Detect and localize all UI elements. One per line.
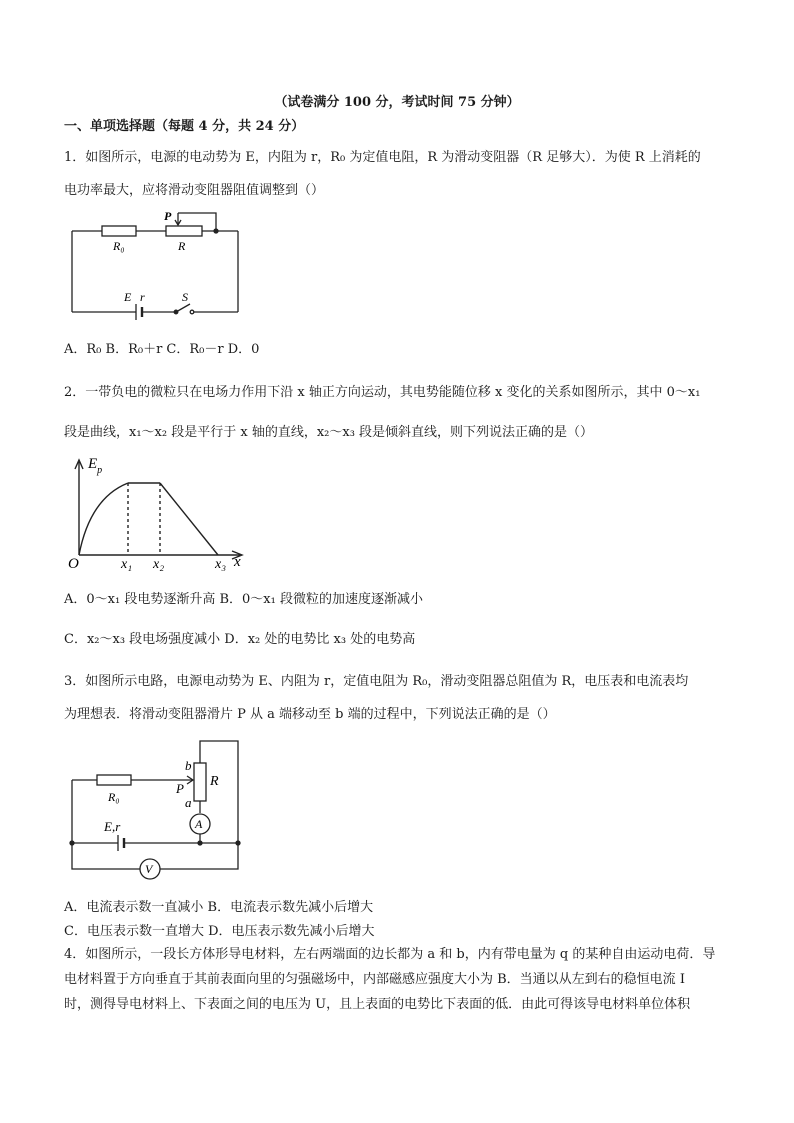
- question-3-circuit-figure: [64, 735, 249, 885]
- r0-resistor: [102, 226, 136, 236]
- label-r-internal: r: [140, 290, 145, 304]
- label-r0: R₀: [108, 790, 120, 804]
- question-4-line-3: 时，测得导电材料上、下表面之间的电压为 U，且上表面的电势比下表面的低．由此可得该导电材料单位体积: [64, 997, 691, 1012]
- question-2-line-2: 段是曲线，x₁～x₂ 段是平行于 x 轴的直线，x₂～x₃ 段是倾斜直线，则下列说法正确的是（）: [64, 425, 594, 440]
- question-4-line-2: 电材料置于方向垂直于其前表面向里的匀强磁场中，内部磁感应强度大小为 B．当通以从左到右的稳恒电流 I: [64, 972, 685, 987]
- ep-curve-segment: [79, 483, 128, 555]
- label-origin: O: [68, 556, 79, 572]
- label-x2: x₂: [153, 557, 165, 572]
- label-b: b: [185, 758, 192, 773]
- label-r: R: [210, 774, 219, 789]
- label-er: E,r: [104, 819, 121, 834]
- question-2-ep-graph: [62, 450, 252, 575]
- question-4-line-1: 4．如图所示，一段长方体形导电材料，左右两端面的边长都为 a 和 b，内有带电量为 q 的某种自由运动电荷．导: [64, 947, 716, 962]
- label-r0: R₀: [113, 239, 125, 253]
- label-ep: $E_p$: [88, 456, 103, 476]
- label-r: R: [178, 239, 186, 253]
- label-x-axis: x: [234, 554, 241, 570]
- question-1-line-2: 电功率最大，应将滑动变阻器阻值调整到（）: [64, 183, 325, 198]
- exam-info: （试卷满分 100 分，考试时间 75 分钟）: [274, 95, 520, 110]
- r0-resistor: [97, 775, 131, 785]
- label-x3: x₃: [215, 557, 227, 572]
- label-s: S: [182, 290, 188, 304]
- variable-resistor: [166, 226, 202, 236]
- question-2-options-ab: A．0～x₁ 段电势逐渐升高 B．0～x₁ 段微粒的加速度逐渐减小: [64, 592, 423, 607]
- question-1-options: A．R₀ B．R₀＋r C．R₀－r D．0: [64, 342, 260, 357]
- label-x1: x₁: [121, 557, 133, 572]
- label-a: a: [185, 795, 192, 810]
- question-2-line-1: 2．一带负电的微粒只在电场力作用下沿 x 轴正方向运动，其电势能随位移 x 变化的关系如图所示，其中 0～x₁: [64, 385, 701, 400]
- question-2-options-cd: C．x₂～x₃ 段电场强度减小 D．x₂ 处的电势比 x₃ 处的电势高: [64, 632, 416, 647]
- label-p: P: [176, 781, 184, 796]
- label-e: E: [124, 290, 132, 304]
- question-3-options-ab: A．电流表示数一直减小 B．电流表示数先减小后增大: [64, 900, 374, 915]
- question-1-line-1: 1．如图所示，电源的电动势为 E，内阻为 r，R₀ 为定值电阻，R 为滑动变阻器（R 足够大）．为使 R 上消耗的: [64, 150, 701, 165]
- variable-resistor-r: [194, 763, 206, 801]
- label-voltmeter: V: [145, 862, 153, 876]
- question-1-circuit-figure: [64, 205, 244, 330]
- ep-slope-segment: [160, 483, 218, 555]
- label-p: P: [164, 209, 172, 223]
- question-3-line-1: 3．如图所示电路，电源电动势为 E、内阻为 r，定值电阻为 R₀，滑动变阻器总阻值为 R，电压表和电流表均: [64, 674, 689, 689]
- label-ammeter: A: [195, 817, 203, 831]
- question-3-line-2: 为理想表．将滑动变阻器滑片 P 从 a 端移动至 b 端的过程中，下列说法正确的是（）: [64, 707, 556, 722]
- section-title: 一、单项选择题（每题 4 分，共 24 分）: [64, 119, 305, 134]
- question-3-options-cd: C．电压表示数一直增大 D．电压表示数先减小后增大: [64, 924, 375, 939]
